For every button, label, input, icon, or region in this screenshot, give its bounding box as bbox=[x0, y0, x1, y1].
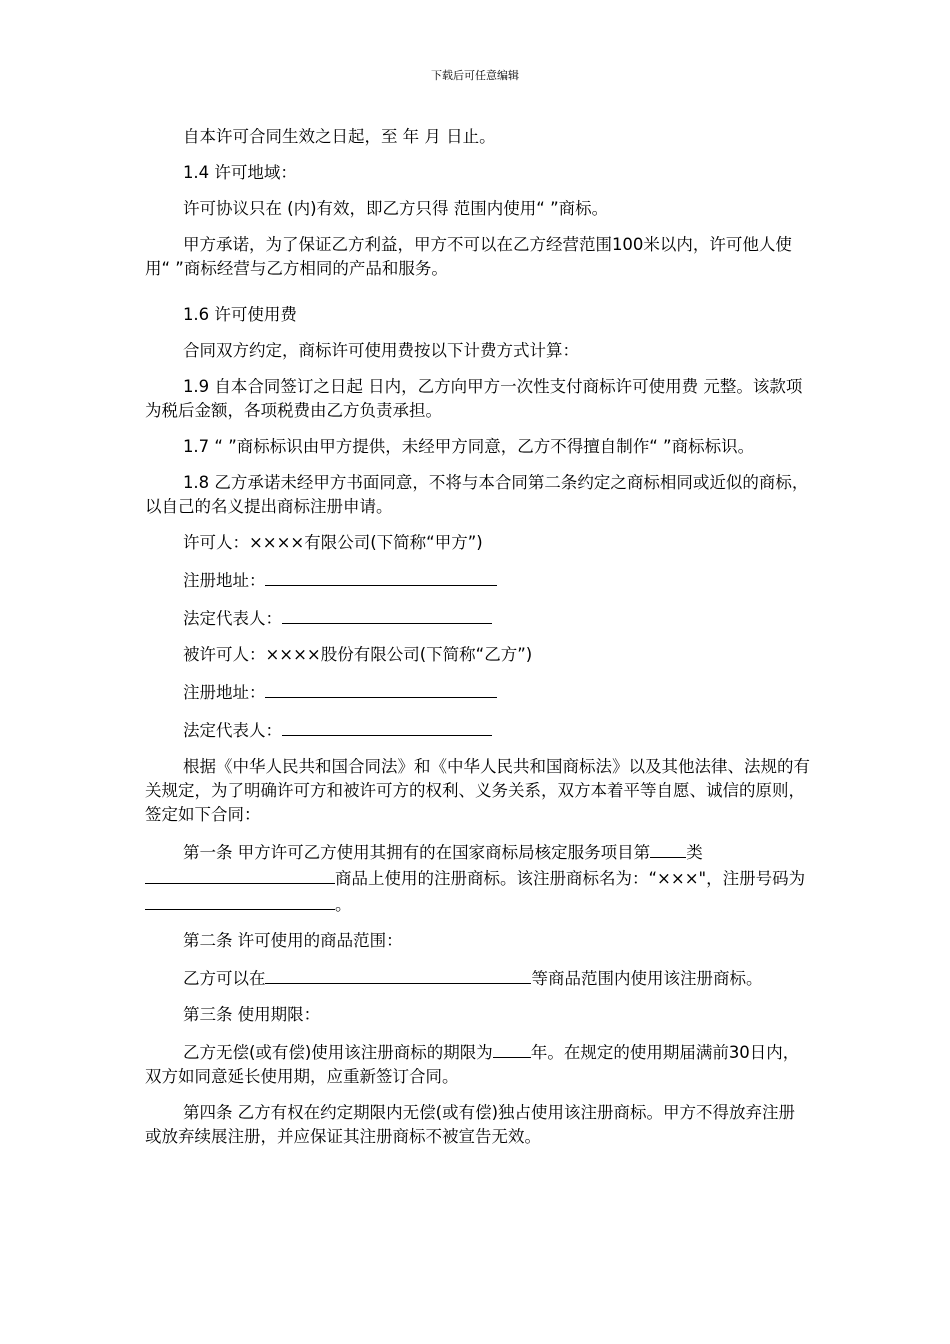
article-1-class-blank bbox=[650, 839, 686, 858]
licensee-address-blank bbox=[265, 679, 497, 698]
article-1-text-c: 商品上使用的注册商标。该注册商标名为：“×××"，注册号码为 bbox=[335, 869, 806, 888]
licensee-rep-field bbox=[145, 717, 810, 743]
article-2-scope-blank bbox=[265, 965, 531, 984]
paragraph-basis: 根据《中华人民共和国合同法》和《中华人民共和国商标法》以及其他法律、法规的有关规定，为了明确许可方和被许可方的权利、义务关系，双方本着平等自愿、诚信的原则，签定如下合同： bbox=[145, 757, 810, 824]
article-3-title: 第三条 使用期限： bbox=[182, 1005, 321, 1024]
article-3-years-blank bbox=[493, 1039, 531, 1058]
article-1-regno-blank bbox=[145, 891, 335, 910]
article-1-text-a: 第一条 甲方许可乙方使用其拥有的在国家商标局核定服务项目第 bbox=[182, 843, 651, 862]
licensee-rep-label: 法定代表人： bbox=[182, 721, 282, 740]
licensee-line: 被许可人：××××股份有限公司(下简称“乙方”) bbox=[182, 645, 533, 664]
licensor-address-label: 注册地址： bbox=[182, 571, 266, 590]
paragraph-1-8: 1.8 乙方承诺未经甲方书面同意，不将与本合同第二条约定之商标相同或近似的商标，以自己的名义提出商标注册申请。 bbox=[145, 473, 809, 516]
paragraph-1-9: 1.9 自本合同签订之日起 日内，乙方向甲方一次性支付商标许可使用费 元整。该款项为税后金额，各项税费由乙方负责承担。 bbox=[145, 377, 803, 420]
licensee-address-field bbox=[145, 679, 810, 705]
section-1-4-heading: 1.4 许可地域： bbox=[182, 163, 297, 182]
article-2-body bbox=[145, 965, 810, 991]
article-1-text-d: 。 bbox=[335, 895, 352, 914]
licensor-line: 许可人：××××有限公司(下简称“甲方”) bbox=[182, 533, 483, 552]
licensor-address-blank bbox=[265, 567, 497, 586]
licensor-rep-field bbox=[145, 605, 810, 631]
article-3-body bbox=[145, 1039, 810, 1089]
article-2-text-a: 乙方可以在 bbox=[182, 969, 266, 988]
paragraph-fee-method: 合同双方约定，商标许可使用费按以下计费方式计算： bbox=[182, 341, 579, 360]
paragraph-promise: 甲方承诺，为了保证乙方利益，甲方不可以在乙方经营范围100米以内，许可他人使用“ ”商标经营与乙方相同的产品和服务。 bbox=[145, 235, 792, 278]
page-header: 下载后可任意编辑 bbox=[431, 69, 519, 82]
article-1-goods-blank bbox=[145, 865, 335, 884]
licensor-rep-label: 法定代表人： bbox=[182, 609, 282, 628]
paragraph-term: 自本许可合同生效之日起，至 年 月 日止。 bbox=[182, 127, 496, 146]
paragraph-1-7: 1.7 “ ”商标标识由甲方提供，未经甲方同意，乙方不得擅自制作“ ”商标标识。 bbox=[182, 437, 755, 456]
paragraph-territory: 许可协议只在 (内)有效，即乙方只得 范围内使用“ ”商标。 bbox=[182, 199, 609, 218]
article-4: 第四条 乙方有权在约定期限内无偿(或有偿)独占使用该注册商标。甲方不得放弃注册或放弃续展注册，并应保证其注册商标不被宣告无效。 bbox=[145, 1103, 796, 1146]
licensor-rep-blank bbox=[282, 605, 492, 624]
licensor-address-field bbox=[145, 567, 810, 593]
article-2-title: 第二条 许可使用的商品范围： bbox=[182, 931, 403, 950]
article-2-text-b: 等商品范围内使用该注册商标。 bbox=[531, 969, 763, 988]
article-3-text-b: 年。在规定的使用期届满前30日内，双方如同意延长使用期，应重新签订合同。 bbox=[145, 1043, 800, 1086]
licensee-rep-blank bbox=[282, 717, 492, 736]
article-3-text-a: 乙方无偿(或有偿)使用该注册商标的期限为 bbox=[182, 1043, 493, 1062]
document-body bbox=[145, 125, 810, 1161]
article-1-text-b: 类 bbox=[686, 843, 703, 862]
licensee-address-label: 注册地址： bbox=[182, 683, 266, 702]
section-1-6-heading: 1.6 许可使用费 bbox=[182, 305, 297, 324]
article-1 bbox=[145, 839, 810, 917]
